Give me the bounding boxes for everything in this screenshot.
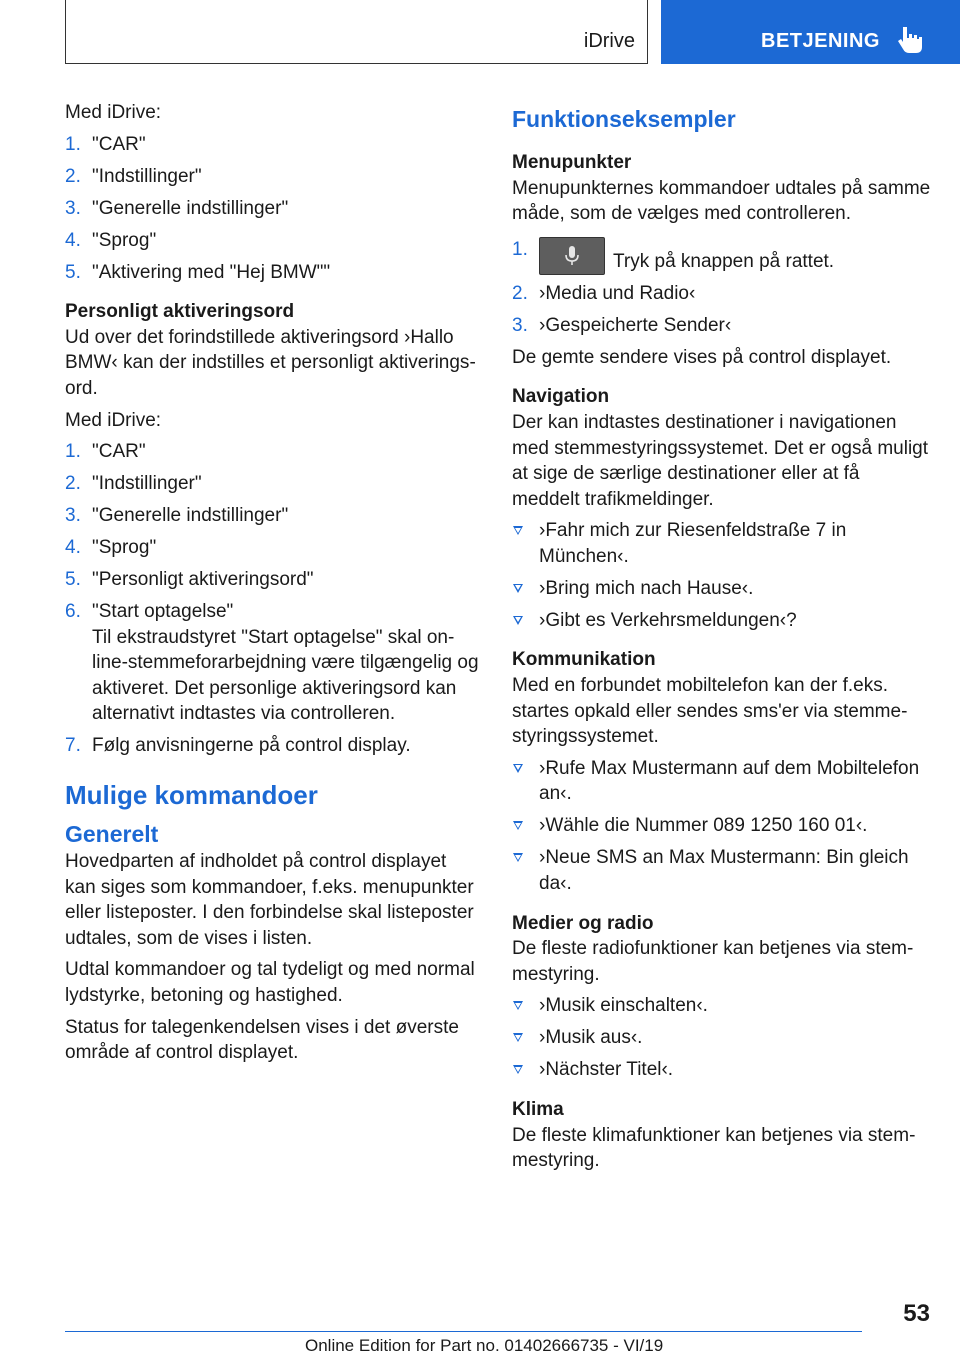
media-text: De fleste radiofunktioner kan betjenes via stemmestyring.	[512, 938, 914, 985]
list-item	[65, 439, 480, 465]
triangle-bullet-icon	[513, 616, 523, 625]
navigation-text: Der kan indtastes destinationer i navigationen med stemmestyringssystemet. Det er også muligt at sige de særlige destinationer eller at få meddelt trafikmeldinger.	[512, 411, 929, 510]
paragraph: Hovedparten af indholdet på control displayet kan siges som kommandoer, f.eks. menupunkter eller listeposter. I den forbindelse skal listeposter udtales, som de vises i listen.	[65, 850, 474, 949]
activation-steps-list	[65, 132, 480, 286]
menu-after-text: De gemte sendere vises på control displayet.	[512, 346, 892, 368]
list-item	[512, 756, 932, 807]
step-text: "Personligt aktiveringsord"	[92, 569, 314, 591]
list-item	[65, 567, 480, 593]
climate-text: De fleste klimafunktioner kan betjenes via stemmestyring.	[512, 1124, 916, 1172]
list-item	[65, 228, 480, 254]
step-number: 5.	[65, 569, 81, 591]
list-item	[512, 1057, 932, 1083]
example-text: ›Fahr mich zur Riesenfeldstraße 7 in München‹.	[539, 520, 847, 567]
example-text: ›Gibt es Verkehrsmeldungen‹?	[539, 609, 797, 631]
list-item	[512, 608, 932, 634]
left-column	[65, 100, 480, 1072]
header-right-tab	[661, 0, 960, 64]
triangle-bullet-icon	[513, 584, 523, 593]
list-item	[65, 503, 480, 529]
triangle-bullet-icon	[513, 853, 523, 862]
list-item	[512, 237, 932, 275]
footer-divider	[65, 1331, 862, 1332]
navigation-examples-list	[512, 518, 932, 633]
step-text: Tryk på knappen på rattet.	[613, 250, 835, 272]
step-number: 6.	[65, 601, 81, 623]
paragraph: Udtal kommandoer og tal tydeligt og med normal lydstyrke, betoning og hastighed.	[65, 959, 475, 1006]
page-number: 53	[903, 1300, 930, 1327]
list-item	[65, 535, 480, 561]
menu-items-text: Menupunkternes kommandoer udtales på samme måde, som de vælges med controlleren.	[512, 177, 931, 225]
triangle-bullet-icon	[513, 764, 523, 773]
voice-button-image	[539, 237, 605, 275]
intro-text: Med iDrive:	[65, 409, 162, 431]
step-text: "Indstillinger"	[92, 165, 202, 187]
step-number: 1.	[512, 238, 528, 260]
step-number: 3.	[65, 197, 81, 219]
triangle-bullet-icon	[513, 526, 523, 535]
step-number: 2.	[512, 283, 528, 305]
triangle-bullet-icon	[513, 1065, 523, 1074]
step-text: ›Media und Radio‹	[539, 283, 696, 305]
list-item	[512, 281, 932, 307]
right-column	[512, 100, 932, 1180]
personal-wakeword-steps-list	[65, 439, 480, 759]
triangle-bullet-icon	[513, 821, 523, 830]
step-text: "Indstillinger"	[92, 473, 202, 495]
step-number: 2.	[65, 165, 81, 187]
footer-edition-text: Online Edition for Part no. 01402666735 - VI/19	[305, 1336, 664, 1355]
example-text: ›Musik aus‹.	[539, 1027, 643, 1049]
heading-possible-commands: Mulige kommandoer	[65, 779, 318, 810]
navigation-heading: Navigation	[512, 386, 610, 408]
step-number: 4.	[65, 229, 81, 251]
list-item	[512, 845, 932, 896]
media-examples-list	[512, 993, 932, 1083]
personal-wakeword-heading: Personligt aktiveringsord	[65, 301, 295, 323]
step-text: Følg anvisningerne på control display.	[92, 735, 411, 757]
heading-function-examples: Funktionseksempler	[512, 106, 736, 132]
example-text: ›Bring mich nach Hause‹.	[539, 577, 754, 599]
menu-steps-list	[512, 237, 932, 339]
example-text: ›Nächster Titel‹.	[539, 1059, 674, 1081]
step-number: 3.	[65, 505, 81, 527]
menu-items-heading: Menupunkter	[512, 152, 632, 173]
example-text: ›Rufe Max Mustermann auf dem Mobiltelefon an‹.	[539, 757, 920, 805]
step-text: "Aktivering med "Hej BMW""	[92, 261, 331, 283]
list-item	[65, 260, 480, 286]
example-text: ›Musik einschalten‹.	[539, 995, 708, 1017]
step-text: ›Gespeicherte Sender‹	[539, 315, 732, 337]
step-number: 3.	[512, 315, 528, 337]
list-item	[65, 471, 480, 497]
list-item	[65, 196, 480, 222]
intro-text: Med iDrive:	[65, 102, 162, 123]
microphone-icon	[565, 246, 579, 266]
list-item	[65, 164, 480, 190]
step-text: "Sprog"	[92, 229, 157, 251]
step-number: 1.	[65, 133, 81, 155]
list-item	[512, 813, 932, 839]
list-item	[512, 993, 932, 1019]
step-text: "Generelle indstillinger"	[92, 505, 289, 527]
list-item	[65, 733, 480, 759]
step-number: 1.	[65, 441, 81, 463]
personal-wakeword-text: Ud over det forindstillede aktiveringsord ›Hallo BMW‹ kan der indstilles et personligt aktiveringsord.	[65, 326, 476, 399]
example-text: ›Neue SMS an Max Mustermann: Bin gleich da‹.	[539, 847, 909, 894]
list-item	[65, 132, 480, 158]
step-number: 4.	[65, 537, 81, 559]
paragraph: Status for talegenkendelsen vises i det øverste område af control displayet.	[65, 1016, 459, 1064]
step-number: 2.	[65, 473, 81, 495]
header-left-box	[65, 0, 648, 64]
step-text: "Generelle indstillinger"	[92, 197, 289, 219]
climate-heading: Klima	[512, 1098, 564, 1120]
communication-examples-list	[512, 756, 932, 897]
section-title-idrive: iDrive	[583, 30, 635, 52]
step-number: 5.	[65, 261, 81, 283]
list-item	[512, 518, 932, 569]
chapter-title-betjening: BETJENING	[761, 30, 880, 52]
list-item	[65, 599, 480, 727]
hand-pointer-icon	[897, 25, 925, 55]
communication-text: Med en forbundet mobiltelefon kan der f.eks. startes opkald eller sendes sms'er via stemmestyringssystemet.	[512, 675, 908, 748]
heading-general: Generelt	[65, 820, 159, 847]
media-heading: Medier og radio	[512, 912, 654, 934]
step-text: "CAR"	[92, 133, 146, 155]
step-text: "Sprog"	[92, 537, 157, 559]
step-text: "Start optagelse"	[92, 601, 234, 623]
example-text: ›Wähle die Nummer 089 1250 160 01‹.	[539, 815, 868, 837]
triangle-bullet-icon	[513, 1001, 523, 1010]
step-text: "CAR"	[92, 441, 146, 463]
list-item	[512, 313, 932, 339]
triangle-bullet-icon	[513, 1033, 523, 1042]
list-item	[512, 576, 932, 602]
step-number: 7.	[65, 735, 81, 757]
list-item	[512, 1025, 932, 1051]
step-subtext: Til ekstraudstyret "Start optagelse" skal online-stemmeforarbejdning være tilgængelig og aktiveret. Det personlige aktiveringsord kan alternativt indtastes via controlleren.	[92, 626, 479, 725]
communication-heading: Kommunikation	[512, 649, 656, 671]
